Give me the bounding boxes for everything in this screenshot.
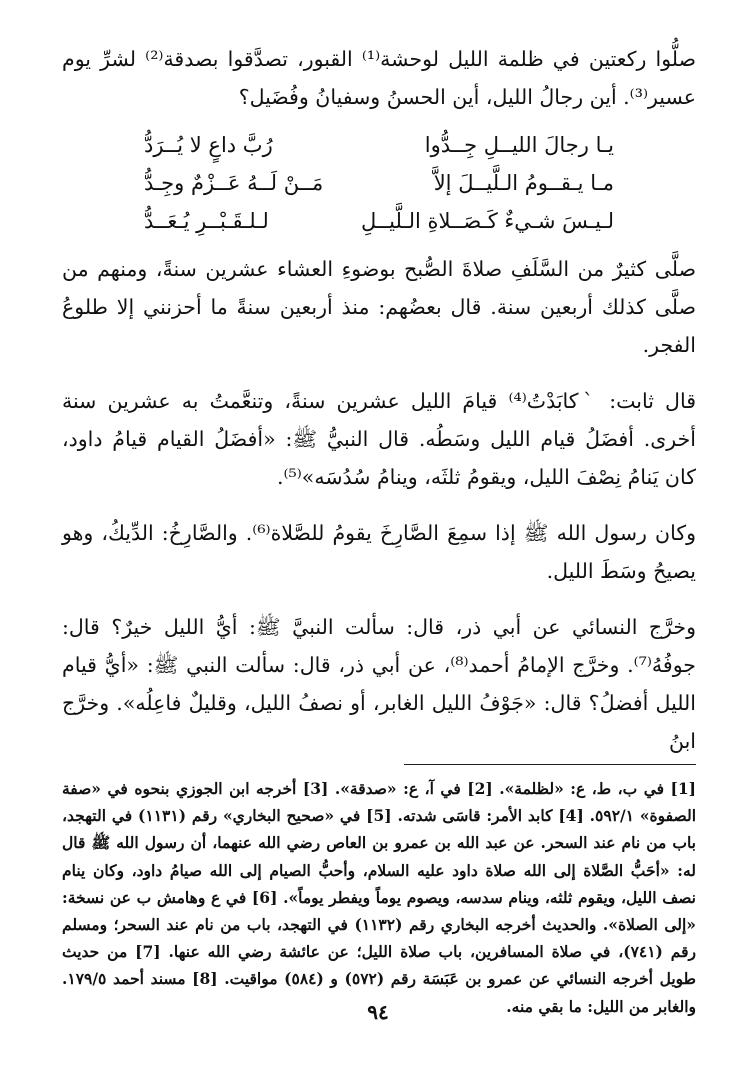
poem-verse-1 — [144, 126, 614, 164]
poem-block — [144, 126, 614, 240]
verse-1-second-hemistich: رُبَّ داعٍ لا يُــرَدُّ — [144, 133, 273, 157]
paragraph-5: وخرَّج النسائي عن أبي ذر، قال: سألت النبيَّ ﷺ: أيُّ الليل خيرٌ؟ قال: جوفُهُ⁽⁷⁾. وخرَّج الإمامُ أحمد⁽⁸⁾، عن أبي ذر، قال: سألت النبي ﷺ: «أيُّ قيام الليل أفضلُ؟ قال: «جَوْفُ الليل الغابر، أو نصفُ الليل، وقليلٌ فاعِلُه». وخرَّج ابنُ — [62, 615, 696, 753]
verse-2-first-hemistich: مـا يـقــومُ الـلَّيــلَ إلاَّ — [433, 171, 614, 195]
paragraph-3: قال ثابت: ˋكابَدْتُ⁽⁴⁾ قيامَ الليل عشرين سنةً، وتنعَّمتُ به عشرين سنة أخرى. أفضَلُ قيام الليل وسَطُه. قال النبيُّ ﷺ: «أفضَلُ القيام قيامُ داود، كان يَنامُ نِصْفَ الليل، ويقومُ ثلثَه، وينامُ سُدُسَه»⁽⁵⁾. — [62, 389, 696, 489]
verse-1-first-hemistich: يـا رجالَ الليــلِ جِــدُّوا — [424, 133, 614, 157]
paragraph-1: صلُّوا ركعتين في ظلمة الليل لوحشة⁽¹⁾ القبور، تصدَّقوا بصدقة⁽²⁾ لشرِّ يوم عسير⁽³⁾. أين رجالُ الليل، أين الحسنُ وسفيانُ وفُضَيل؟ — [62, 47, 696, 109]
verse-3-first-hemistich: لـيـسَ شـيءٌ كَـصَــلاةِ الـلَّيــلِ — [360, 209, 614, 233]
verse-3-second-hemistich: لـلـقَـبْــرِ يُـعَــدُّ — [144, 209, 269, 233]
book-page — [62, 40, 696, 1020]
footnote-separator — [404, 764, 696, 765]
footnotes: [1] في ب، ط، ع: «لظلمة». [2] في آ، ع: «صدقة». [3] أخرجه ابن الجوزي بنحوه في «صفة الصفوة» ٥٩٢/١. [4] كابد الأمر: قاسَى شدته. [5] في «صحيح البخاري» رقم (١١٣١) في التهجد، باب من نام عند السحر. عن عبد الله بن عمرو بن العاص رضي الله عنهما، أن رسول الله ﷺ قال له: «أحَبُّ الصَّلاة إلى الله صلاة داود عليه السلام، وأحبُّ الصيام إلى الله صيامُ داود، وكان ينام نصف الليل، ويقوم ثلثه، وينام سدسه، ويصوم يوماً ويفطر يوماً». [6] في ع وهامش ب عن نسخة: «إلى الصلاة». والحديث أخرجه البخاري رقم (١١٣٢) في التهجد، باب من نام عند السحر؛ ومسلم رقم (٧٤١)، في صلاة المسافرين، باب صلاة الليل؛ عن عائشة رضي الله عنها. [7] من حديث طويل أخرجه النسائي عن عمرو بن عَبَسَة رقم (٥٧٢) و (٥٨٤) مواقيت. [8] مسند أحمد ١٧٩/٥. والغابر من الليل: ما بقي منه. — [62, 779, 697, 1016]
poem-verse-3 — [144, 202, 614, 240]
verse-2-second-hemistich: مَــنْ لَــهُ عَــزْمٌ وجِـدُّ — [144, 171, 324, 195]
paragraph-4: وكان رسول الله ﷺ إذا سمِعَ الصَّارِخَ يقومُ للصَّلاة⁽⁶⁾. والصَّارِخُ: الدِّيكُ، وهو يصيحُ وسَطَ الليل. — [62, 521, 696, 583]
page-number: ٩٤ — [367, 1000, 389, 1024]
paragraph-2: صلَّى كثيرٌ من السَّلَفِ صلاةَ الصُّبح بوضوءِ العشاء عشرين سنةً، ومنهم من صلَّى كذلك أربعين سنة. قال بعضُهم: منذ أربعين سنةً ما أحزنني إلا طلوعُ الفجر. — [62, 257, 696, 357]
poem-verse-2 — [144, 164, 614, 202]
